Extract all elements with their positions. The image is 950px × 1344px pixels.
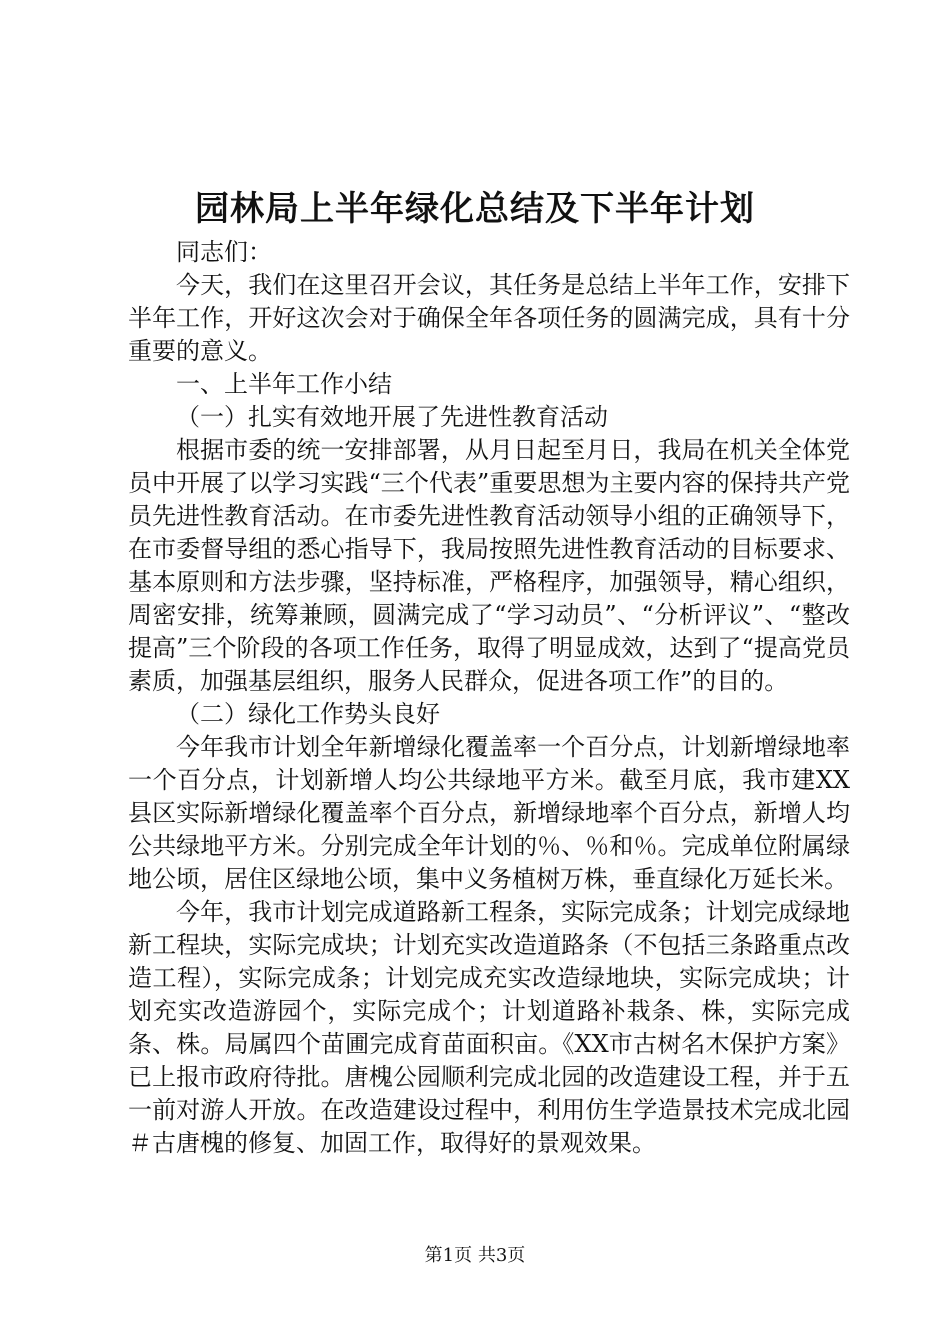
paragraph-intro: 今天，我们在这里召开会议，其任务是总结上半年工作，安排下半年工作，开好这次会对于确保全年各项任务的圆满完成，具有十分重要的意义。	[128, 271, 850, 365]
subsection-heading-1: （一）扎实有效地开展了先进性教育活动	[176, 403, 608, 431]
paragraph-education: 根据市委的统一安排部署，从月日起至月日，我局在机关全体党员中开展了以学习实践“三个代表”重要思想为主要内容的保持共产党员先进性教育活动。在市委先进性教育活动领导小组的正确领导下，在市委督导组的悉心指导下，我局按照先进性教育活动的目标要求、基本原则和方法步骤，坚持标准，严格程序，加强领导，精心组织，周密安排，统筹兼顾，圆满完成了“学习动员”、“分析评议”、“整改提高”三个阶段的各项工作任务，取得了明显成效，达到了“提高党员素质，加强基层组织，服务人民群众，促进各项工作”的目的。	[128, 436, 850, 695]
salutation: 同志们：	[176, 238, 272, 266]
paragraph-projects: 今年，我市计划完成道路新工程条，实际完成条；计划完成绿地新工程块，实际完成块；计划充实改造道路条（不包括三条路重点改造工程），实际完成条；计划完成充实改造绿地块，实际完成块；计划充实改造游园个，实际完成个；计划道路补栽条、株，实际完成条、株。局属四个苗圃完成育苗面积亩。《XX市古树名木保护方案》已上报市政府待批。唐槐公园顺利完成北园的改造建设工程，并于五一前对游人开放。在改造建设过程中，利用仿生学造景技术完成北园＃古唐槐的修复、加固工作，取得好的景观效果。	[128, 898, 850, 1157]
subsection-heading-2: （二）绿化工作势头良好	[176, 700, 440, 728]
paragraph-greening: 今年我市计划全年新增绿化覆盖率一个百分点，计划新增绿地率一个百分点，计划新增人均公共绿地平方米。截至月底，我市建XX县区实际新增绿化覆盖率个百分点，新增绿地率个百分点，新增人均公共绿地平方米。分别完成全年计划的％、％和％。完成单位附属绿地公顷，居住区绿地公顷，集中义务植树万株，垂直绿化万延长米。	[128, 733, 850, 893]
document-body	[128, 236, 850, 1160]
page-number: 第1页 共3页	[424, 1245, 526, 1266]
document-title: 园林局上半年绿化总结及下半年计划	[195, 189, 755, 229]
section-heading-1: 一、上半年工作小结	[176, 370, 392, 398]
